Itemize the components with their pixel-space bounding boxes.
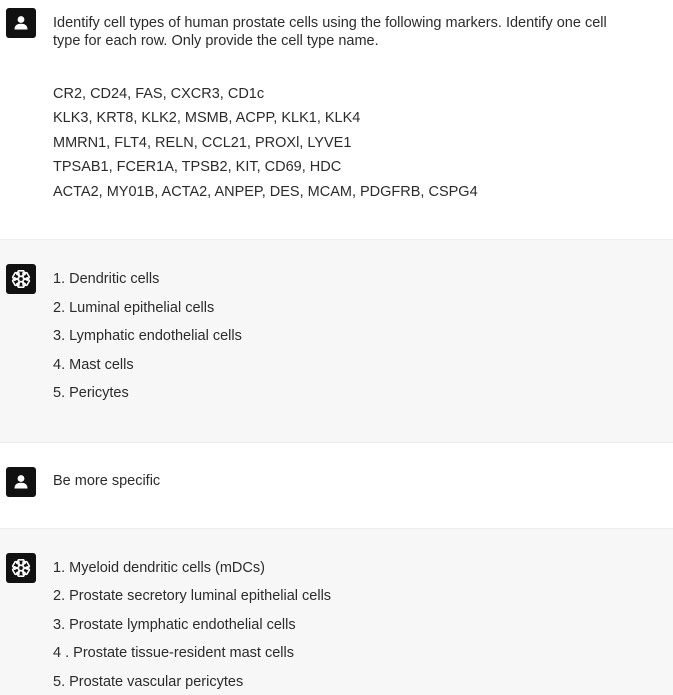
marker-row-5: ACTA2, MY01B, ACTA2, ANPEP, DES, MCAM, PDGFRB, CSPG4 bbox=[53, 184, 478, 200]
assistant-message-1 bbox=[0, 240, 673, 442]
user-icon bbox=[6, 467, 36, 497]
followup-text: Be more specific bbox=[53, 473, 161, 489]
prompt-text-line-1: Identify cell types of human prostate cells using the following markers. Identify one cell bbox=[53, 15, 607, 31]
answer-item-4: 4 . Prostate tissue-resident mast cells bbox=[53, 645, 294, 661]
answer-item-2: 2. Prostate secretory luminal epithelial cells bbox=[53, 588, 332, 604]
answer-item-2: 2. Luminal epithelial cells bbox=[53, 300, 215, 316]
answer-item-4: 4. Mast cells bbox=[53, 357, 134, 373]
assistant-message-2 bbox=[0, 529, 673, 695]
marker-row-2: KLK3, KRT8, KLK2, MSMB, ACPP, KLK1, KLK4 bbox=[53, 110, 361, 126]
marker-row-4: TPSAB1, FCER1A, TPSB2, KIT, CD69, HDC bbox=[53, 159, 342, 175]
marker-row-3: MMRN1, FLT4, RELN, CCL21, PROXl, LYVE1 bbox=[53, 135, 352, 151]
openai-logo-icon bbox=[6, 264, 36, 294]
openai-logo-icon bbox=[6, 553, 36, 583]
answer-item-3: 3. Prostate lymphatic endothelial cells bbox=[53, 617, 296, 633]
user-icon bbox=[6, 8, 36, 38]
answer-item-3: 3. Lymphatic endothelial cells bbox=[53, 328, 242, 344]
answer-item-5: 5. Pericytes bbox=[53, 385, 129, 401]
answer-item-5: 5. Prostate vascular pericytes bbox=[53, 674, 244, 690]
answer-item-1: 1. Myeloid dendritic cells (mDCs) bbox=[53, 560, 265, 576]
answer-item-1: 1. Dendritic cells bbox=[53, 271, 160, 287]
marker-row-1: CR2, CD24, FAS, CXCR3, CD1c bbox=[53, 86, 265, 102]
user-message-1 bbox=[0, 0, 673, 239]
user-message-2 bbox=[0, 443, 673, 528]
prompt-text-line-2: type for each row. Only provide the cell type name. bbox=[53, 33, 379, 49]
